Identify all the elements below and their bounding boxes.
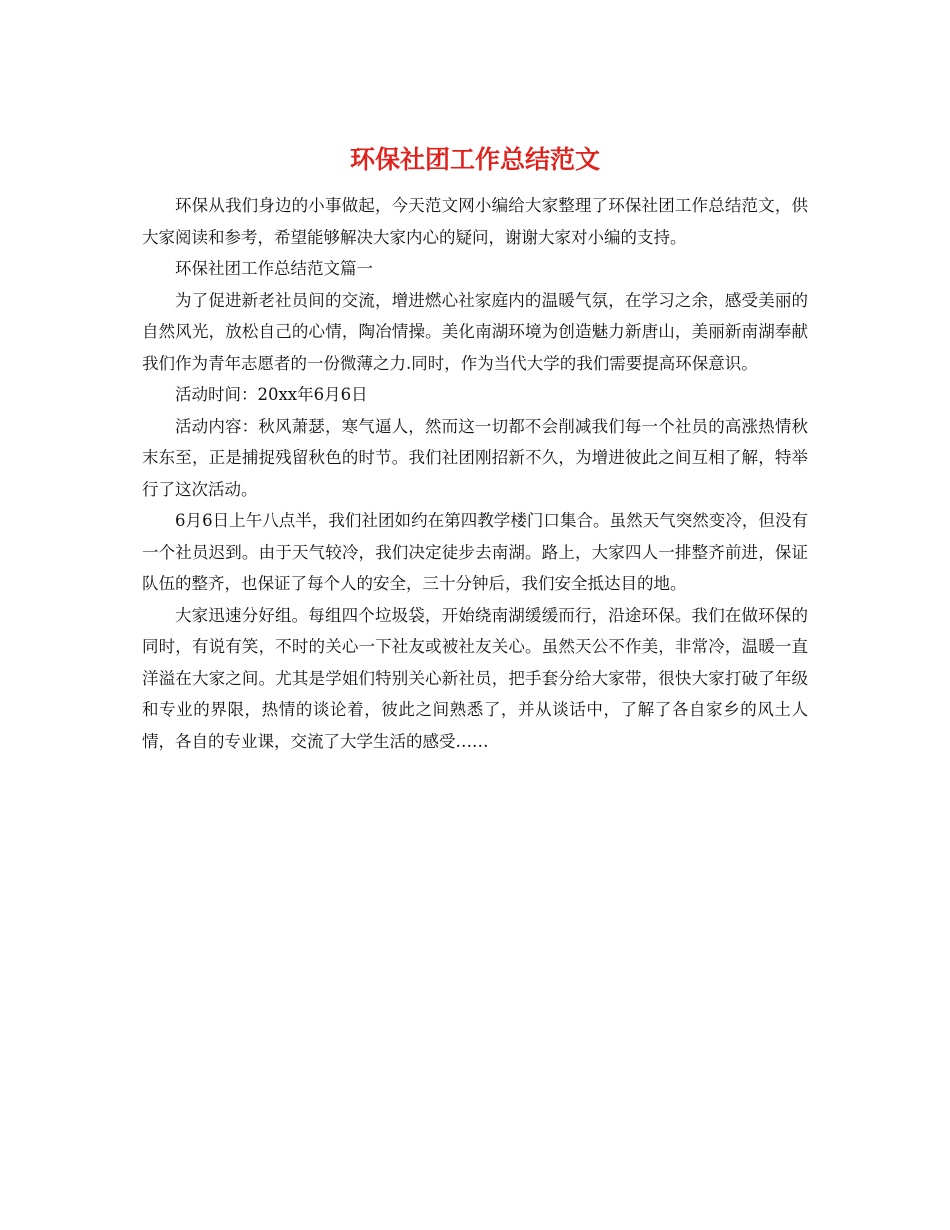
activity-time: 活动时间：20xx年6月6日 <box>175 385 368 404</box>
body-paragraph: 大家迅速分好组。每组四个垃圾袋，开始绕南湖缓缓而行，沿途环保。我们在做环保的同时，有说有笑，不时的关心一下社友或被社友关心。虽然天公不作美，非常冷，温暖一直洋溢在大家之间。尤其是学姐们特别关心新社员，把手套分给大家带，很快大家打破了年级和专业的界限，热情的谈论着，彼此之间熟悉了，并从谈话中，了解了各自家乡的风土人情，各自的专业课，交流了大学生活的感受…… <box>142 605 808 751</box>
intro-paragraph: 环保从我们身边的小事做起，今天范文网小编给大家整理了环保社团工作总结范文，供大家阅读和参考，希望能够解决大家内心的疑问，谢谢大家对小编的支持。 <box>142 196 808 247</box>
document-body <box>142 190 808 757</box>
body-paragraph: 6月6日上午八点半，我们社团如约在第四教学楼门口集合。虽然天气突然变冷，但没有一个社员迟到。由于天气较冷，我们决定徒步去南湖。路上，大家四人一排整齐前进，保证队伍的整齐，也保证了每个人的安全，三十分钟后，我们安全抵达目的地。 <box>142 511 808 593</box>
document-title: 环保社团工作总结范文 <box>349 145 600 174</box>
activity-content: 活动内容：秋风萧瑟，寒气逼人，然而这一切都不会削减我们每一个社员的高涨热情秋末东至，正是捕捉残留秋色的时节。我们社团刚招新不久，为增进彼此之间互相了解，特举行了这次活动。 <box>142 416 808 499</box>
section-heading: 环保社团工作总结范文篇一 <box>175 259 373 278</box>
body-paragraph: 为了促进新老社员间的交流，增进燃心社家庭内的温暖气氛，在学习之余，感受美丽的自然风光，放松自己的心情，陶冶情操。美化南湖环境为创造魅力新唐山，美丽新南湖奉献我们作为青年志愿者的一份微薄之力.同时，作为当代大学的我们需要提高环保意识。 <box>142 290 808 373</box>
